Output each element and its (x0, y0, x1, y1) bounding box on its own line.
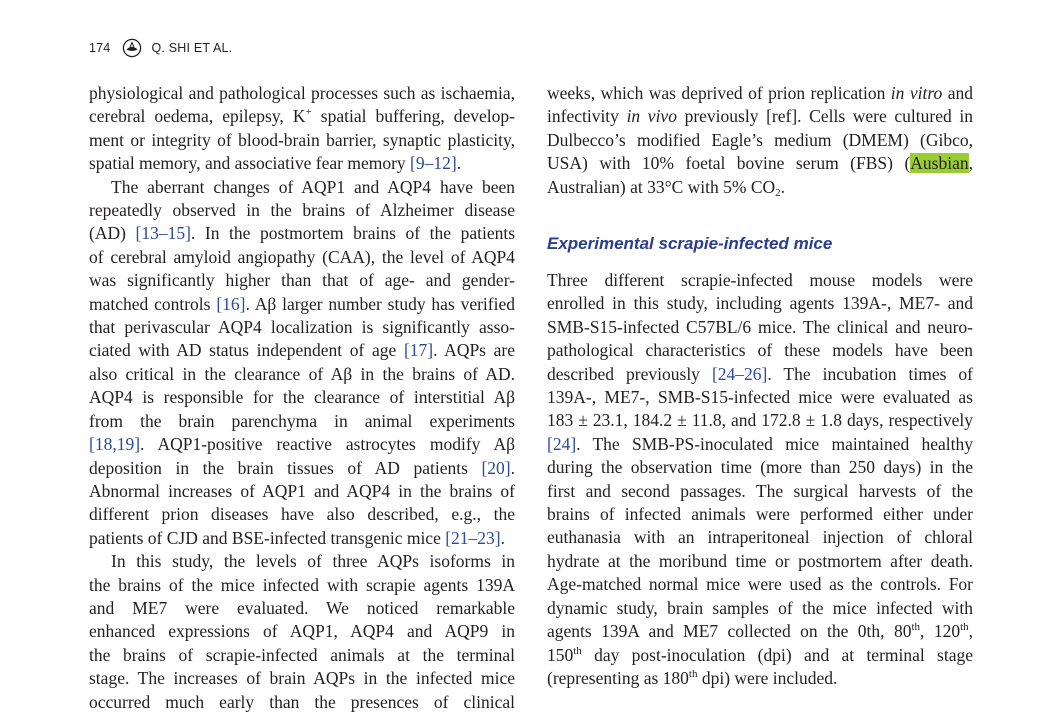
text-line: repeatedly observed in the brains of Alzheimer disease (89, 200, 515, 221)
text-line: described previously [24–26]. The incubation times of (547, 363, 973, 384)
text-line: Age-matched normal mice were used as the controls. For (547, 574, 973, 595)
text-line: hydrate at the moribund time or postmortem after death. (547, 550, 973, 571)
text-line: Three different scrapie-infected mouse models were (547, 270, 973, 290)
text-line: dynamic study, brain samples of the mice infected with (547, 597, 973, 618)
text-line: the brains of the mice infected with scrapie agents 139A (89, 574, 515, 595)
text-line: [18,19]. AQP1-positive reactive astrocytes modify Aβ (89, 434, 515, 455)
text-line: during the observation time (more than 250 days) in the (547, 457, 973, 478)
text-line: first and second passages. The surgical harvests of the (547, 480, 973, 501)
text-line: of cerebral amyloid angiopathy (CAA), the level of AQP4 (89, 246, 515, 267)
text-line: physiological and pathological processes such as ischaemia, (89, 83, 515, 103)
text-line: infectivity in vivo previously [ref]. Cells were cultured in (547, 106, 973, 127)
text-line: euthanasia with an intraperitoneal injection of chloral (547, 527, 973, 548)
text-line: Australian) at 33°C with 5% $CO_2$. (547, 176, 786, 199)
text-line: SMB-S15-infected C57BL/6 mice. The clinical and neuro- (547, 316, 973, 337)
highlighted-text: Ausbian (910, 153, 969, 174)
text-line: that perivascular AQP4 localization is significantly asso- (89, 317, 515, 338)
text-line: the brains of scrapie-infected animals at the terminal (89, 644, 515, 665)
text-line: (representing as 180th dpi) were included. (547, 667, 838, 688)
text-line: The aberrant changes of AQP1 and AQP4 have been (111, 176, 515, 197)
text-line: (AD) [13–15]. In the postmortem brains of the patients (89, 223, 515, 244)
text-line: patients of CJD and BSE-infected transgenic mice [21–23]. (89, 527, 506, 548)
citation-link[interactable]: [21–23] (445, 527, 501, 548)
section-heading: Experimental scrapie-infected mice (547, 234, 833, 253)
text-line: In this study, the levels of three AQPs isoforms in (111, 551, 515, 572)
text-line: ciated with AD status independent of age [17]. AQPs are (89, 340, 515, 361)
text-line: agents 139A and ME7 collected on the 0th, 80th, 120th, (547, 621, 973, 642)
right-column-body (547, 269, 973, 690)
page-number: 174 (89, 41, 111, 55)
text-line: cerebral oedema, epilepsy, K+ spatial buffering, develop- (89, 106, 515, 127)
citation-link[interactable]: [24] (547, 433, 577, 454)
text-line: also critical in the clearance of Aβ in the brains of AD. (89, 363, 515, 384)
citation-link[interactable]: [16] (216, 293, 246, 314)
text-line: USA) with 10% foetal bovine serum (FBS) (Ausbian, (547, 153, 973, 174)
text-line: AQP4 is responsible for the clearance of interstitial Aβ (89, 387, 515, 408)
text-line: enrolled in this study, including agents 139A-, ME7- and (547, 293, 973, 314)
right-column-top (547, 82, 973, 199)
text-line: was significantly higher than that of age- and gender- (89, 270, 515, 291)
text-line: brains of infected animals were performed either under (547, 504, 973, 525)
citation-link[interactable]: [24–26] (711, 363, 768, 384)
text-line: from the brain parenchyma in animal experiments (89, 410, 515, 431)
text-line: matched controls [16]. Aβ larger number study has verified (89, 293, 515, 314)
text-line: and ME7 were evaluated. We noticed remarkable (89, 597, 515, 618)
left-column (89, 82, 515, 714)
text-line: enhanced expressions of AQP1, AQP4 and AQP9 in (89, 621, 515, 642)
citation-link[interactable]: [17] (403, 340, 434, 361)
running-header (89, 38, 232, 58)
text-line: pathological characteristics of these models have been (547, 340, 973, 361)
text-line: Dulbecco’s modified Eagle’s medium (DMEM) (Gibco, (547, 129, 973, 150)
text-line: deposition in the brain tissues of AD patients [20]. (89, 457, 515, 478)
text-line: Abnormal increases of AQP1 and AQP4 in the brains of (89, 480, 515, 501)
text-line: 183 ± 23.1, 184.2 ± 11.8, and 172.8 ± 1.8 days, respectively (547, 410, 973, 431)
citation-link[interactable]: [18,19] (89, 434, 141, 455)
text-line: occurred much early than the presences of clinical (89, 691, 515, 712)
text-line: stage. The increases of brain AQPs in the infected mice (89, 668, 515, 689)
citation-link[interactable]: [20] (481, 457, 511, 478)
text-line: [24]. The SMB-PS-inoculated mice maintained healthy (547, 433, 973, 454)
text-line: different prion diseases have also described, e.g., the (89, 504, 515, 525)
text-line: ment or integrity of blood-brain barrier, synaptic plasticity, (89, 129, 515, 150)
text-line: 150th day post-inoculation (dpi) and at terminal stage (547, 644, 973, 665)
citation-link[interactable]: [9–12] (410, 153, 457, 174)
text-line: spatial memory, and associative fear memory [9–12]. (89, 153, 462, 174)
text-line: weeks, which was deprived of prion replication in vitro and (547, 83, 973, 103)
citation-link[interactable]: [13–15] (135, 223, 191, 244)
running-header-authors: Q. SHI ET AL. (151, 41, 233, 55)
text-line: 139A-, ME7-, SMB-S15-infected mice were evaluated as (547, 387, 973, 408)
publisher-logo-icon (122, 38, 142, 58)
